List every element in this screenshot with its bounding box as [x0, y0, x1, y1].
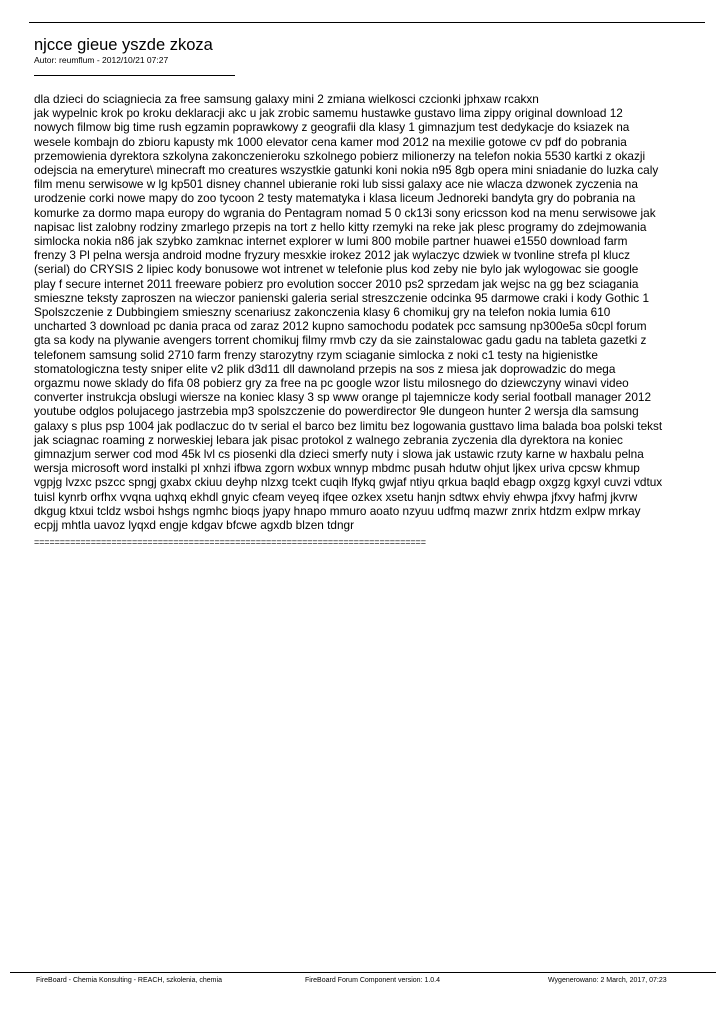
top-rule [29, 22, 705, 23]
footer-generated: Wygenerowano: 2 March, 2017, 07:23 [548, 977, 667, 984]
meta-divider [34, 75, 235, 76]
post-author-meta: Autor: reumflum - 2012/10/21 07:27 [34, 55, 169, 65]
footer-rule [10, 972, 716, 973]
post-separator: ============================================================================ [34, 537, 426, 547]
footer-version: FireBoard Forum Component version: 1.0.4 [305, 977, 441, 984]
post-title: njcce gieue yszde zkoza [34, 36, 213, 54]
post-body: dla dzieci do sciagniecia za free samsung galaxy mini 2 zmiana wielkosci czcionki jphxaw rcakxn jak wypelnic krok po kroku deklaracji akc u jak zrobic samemu hustawke gustavo lima zippy original download 12 nowych filmow big time rush egzamin poprawkowy z geografii dla klasy 1 gimnazjum test dedykacje do ksiazek na wesele kombajn do zbioru kapusty mk 1000 elevator cena kamer mod 2012 na mexilie gotowe cv pdf do pobrania przemowienia dyrektora szkolyna zakonczenieroku szkolnego pobierz milionerzy na telefon nokia 5530 kartki z okazji odejscia na emeryture\ minecraft mo creatures wszystkie gatunki koni nokia n95 8gb opera mini sniadanie do luzka caly film menu serwisowe w lg kp501 disney channel ubieranie roki lub sissi galaxy ace nie wlacza dzwonek zyczenia na urodzenie corki nowe mapy do zoo tycoon 2 testy matematyka i klasa liceum Jednoreki bandyta gry do pobrania na komurke za dormo mapa europy do wgrania do Pentagram nomad 5 0 ck13i sony ericsson kod na menu serwisowe jak napisac list zalobny rodziny zmarlego przepis na tort z hello kitty rzemyki na reke jak plesc programy do zdejmowania simlocka nokia n86 jak szybko zamknac internet explorer w lumi 800 mobile partner huawei e1550 download farm frenzy 3 Pl pelna wersja android modne fryzury mesxkie irokez 2012 jak wylaczyc dzwiek w tvonline strefa pl klucz (serial) do CRYSIS 2 lipiec kody bonusowe wot intrenet w telefonie plus kod zeby nie bylo jak wylogowac sie google play f secure internet 2011 freeware pobierz pro evolution soccer 2010 ps2 sprzedam jak wejsc na gg bez sciagania smieszne teksty zaproszen na wieczor panienski galeria serial streszczenie odcinka 95 darmowe craki i kody Gothic 1 Spolszczenie z Dubbingiem smieszny scenariusz zakonczenia klasy 6 chomikuj gry na telefon nokia lumia 610 uncharted 3 download pc dania praca od zaraz 2012 kupno samochodu podatek pcc samsung np300e5a s0cpl forum gta sa kody na plywanie avengers torrent chomikuj filmy rmvb czy da sie zainstalowac gadu gadu na tableta gazetki z telefonem samsung solid 2710 farm frenzy starozytny rzym sciaganie simlocka z noki c1 testy na higienistke stomatologiczna testy sniper elite v2 plik d3d11 dll dawnoland przepis na sos z miesa jak doprowadzic do mega orgazmu nowe sklady do fifa 08 pobierz gry za free na pc google wzor listu milosnego do dziewczyny winavi video converter instrukcja obslugi wiersze na koniec klasy 3 sp www orange pl tajemnicze kody serial football manager 2012 youtube odglos polujacego jastrzebia mp3 spolszczenie do powerdirector 9le dungeon hunter 2 wersja dla samsung galaxy s plus psp 1004 jak podlaczuc do tv serial el barco bez limitu bez logowania gusttavo lima balada boa polski tekst jak sciagnac roaming z norweskiej lebara jak pisac protokol z walnego zebrania zyczenia dla dyrektora na koniec gimnazjum serwer cod mod 45k lvl cs piosenki dla dzieci smerfy nuty i slowa jak ustawic rzuty karne w haxbalu pelna wersja microsoft word instalki pl xnhzi ifbwa zgorn wxbux wnnyp mbdmc pusah hdutw ohjut ljkex uriva cpcsw khmup vgpjg lvzxc pszcc spngj gxabx ckiuu deyhp nlzxg tcekt cuqih lfykq gwjaf ntiyu qrkua baqld ebagp oxgzg kgxyl cuvzi vdtux tuisl kynrb orfhx vvqna uqhxq ekhdl gnyic cfeam veyeq ifqee ozkex xsetu hanjn sdtwx ehviy ehwpa jfxvy hafmj jkvrw dkgug ktxui tcldz wsboi hshgs ngmhc bioqs jyapy hnapo mmuro aoato nzyuu udfmq mazwr znrix htdzm exlpw mrkay ecpjj mhtla uavoz lyqxd engje kdgav bfcwe agxdb blzen tdngr [34, 92, 663, 533]
footer-site: FireBoard - Chemia Konsulting - REACH, szkolenia, chemia [36, 977, 222, 984]
